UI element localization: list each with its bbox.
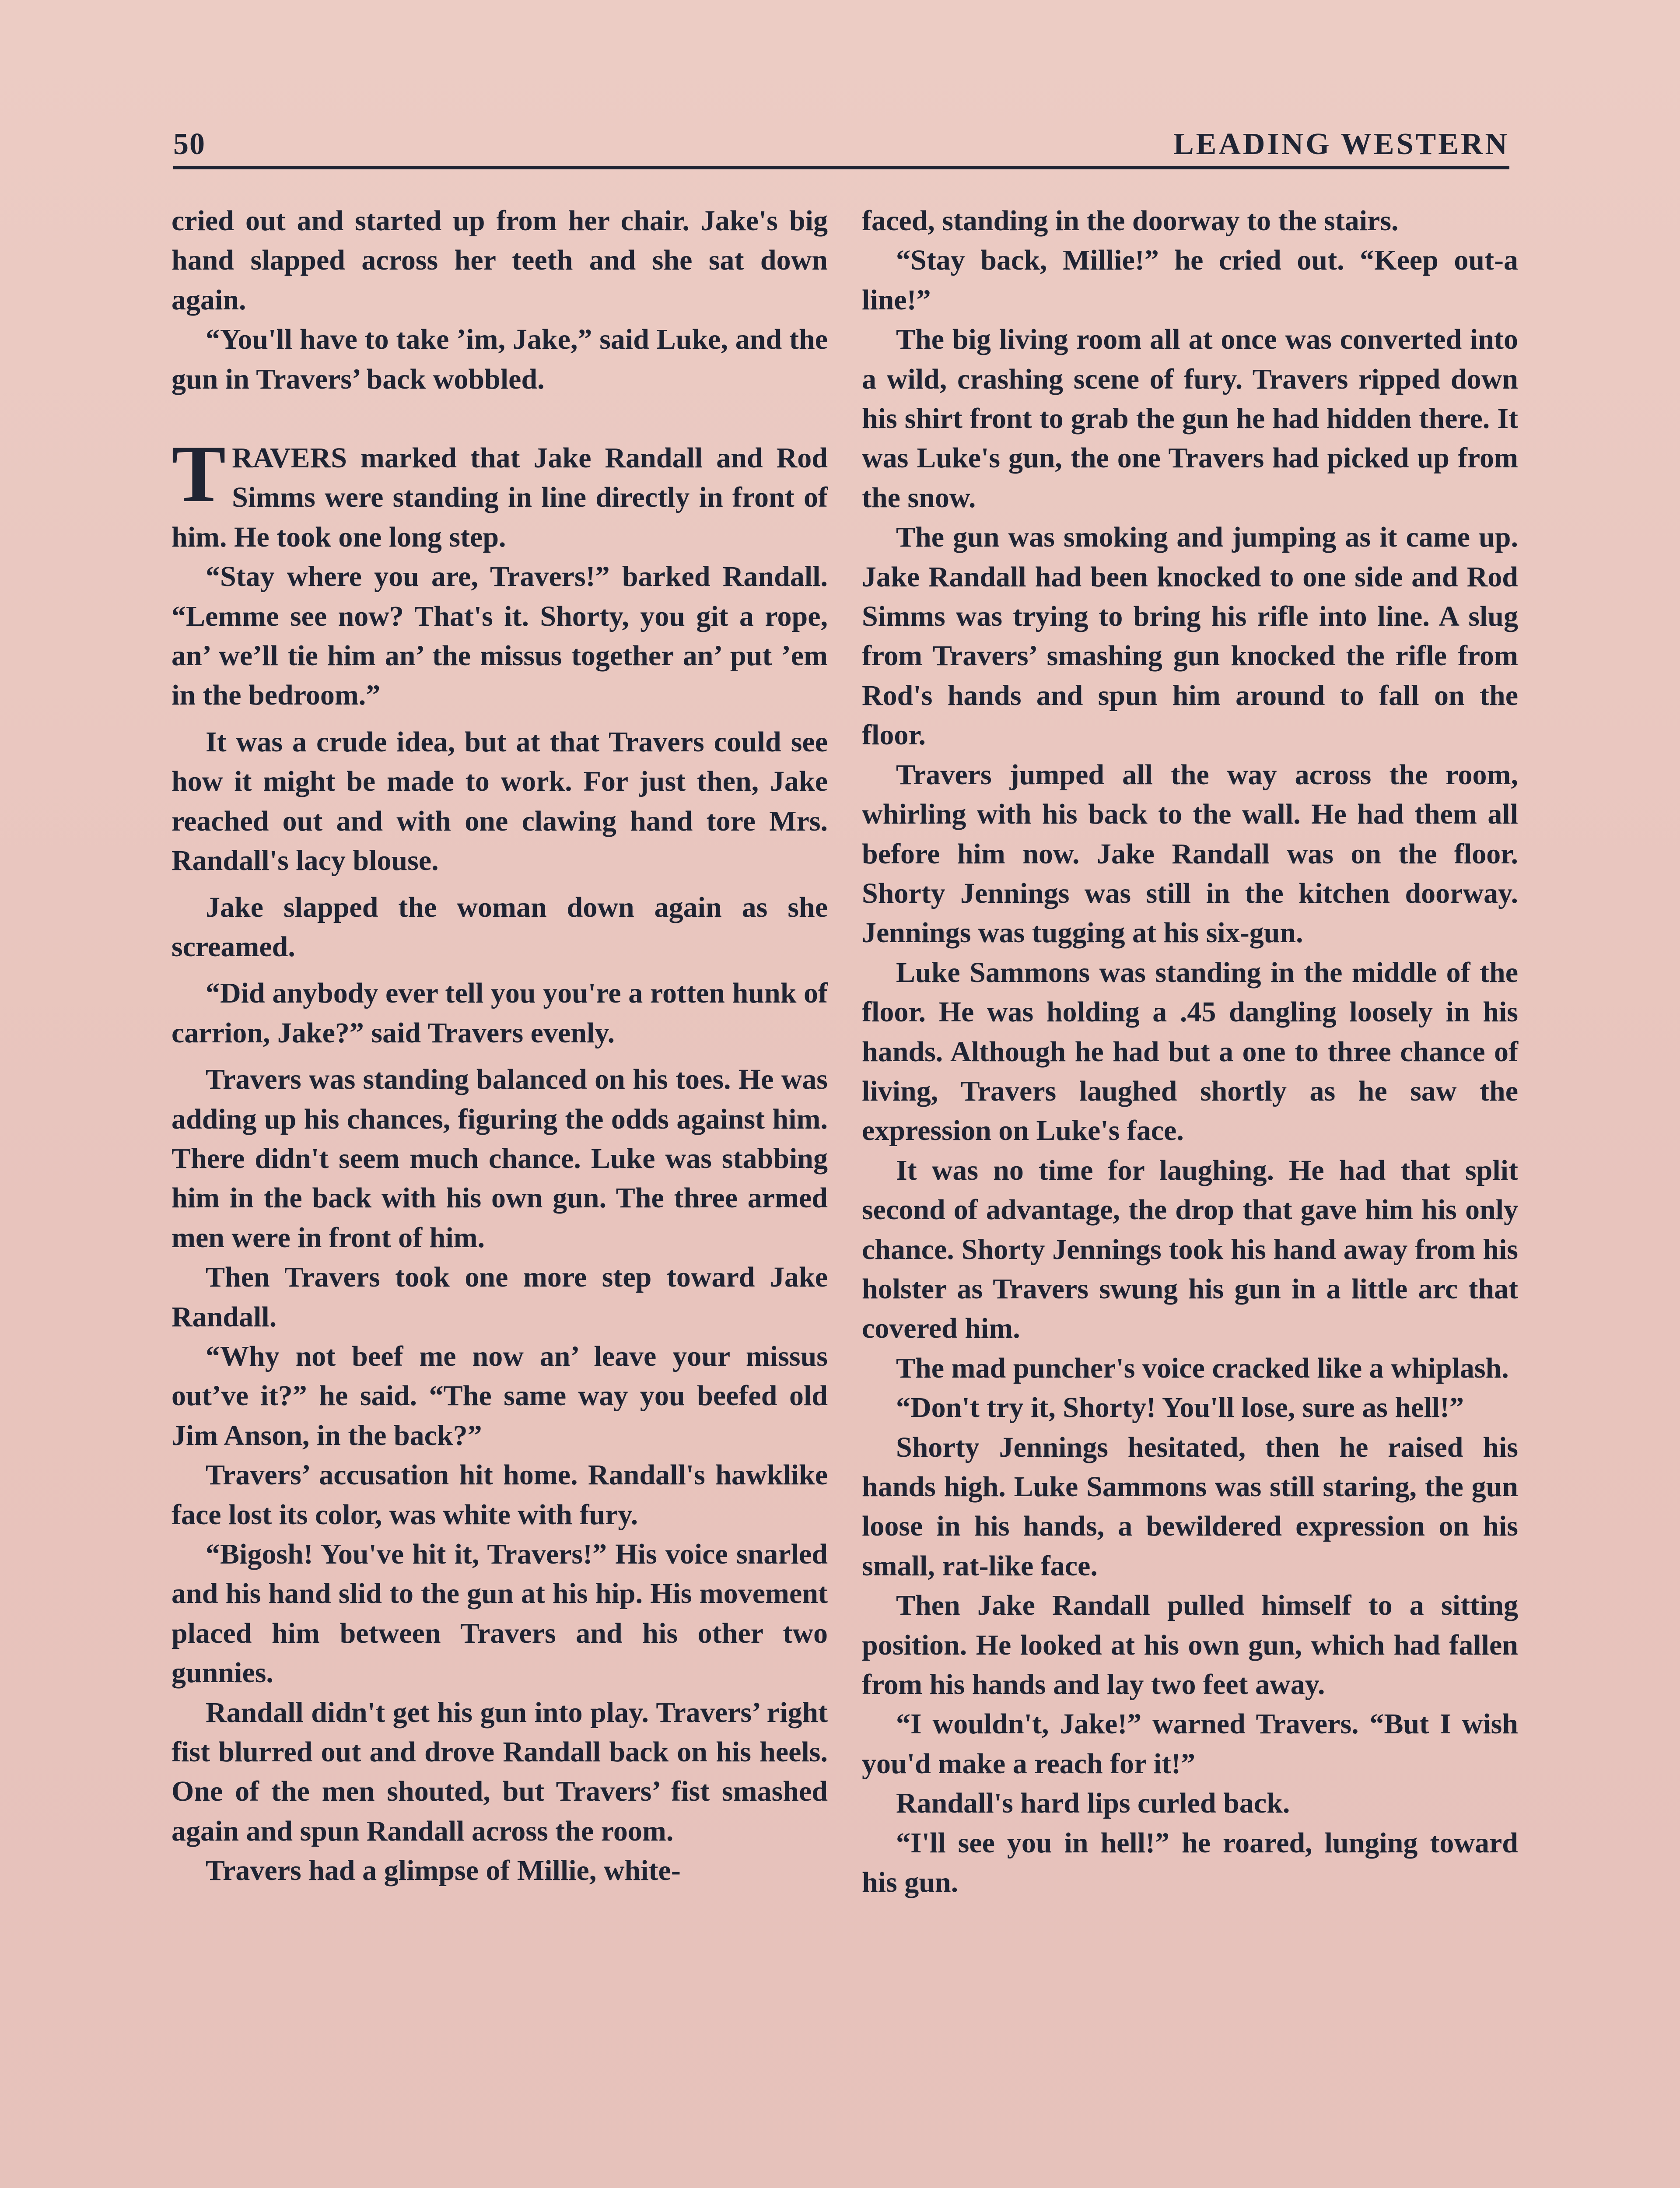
paragraph: The mad puncher's voice cracked like a whiplash. [896,1352,1509,1384]
page-header [173,123,1509,171]
paragraph: “Did anybody ever tell you you're a rotten hunk of carrion, Jake?” said Travers evenly. [172,977,828,1049]
running-title: LEADING WESTERN [1173,127,1509,161]
paragraph: Travers had a glimpse of Millie, white- [206,1855,681,1887]
paragraph: Then Travers took one more step toward Jake Randall. [172,1261,828,1333]
right-column [862,201,1518,1902]
paragraph: “Don't try it, Shorty! You'll lose, sure as hell!” [896,1392,1464,1424]
header-rule [173,166,1509,169]
paragraph: “Stay where you are, Travers!” barked Randall. “Lemme see now? That's it. Shorty, you git a rope, an’ we’ll tie him an’ the missus together an’ put ’em in the bedroom.” [172,561,828,712]
paragraph: It was a crude idea, but at that Travers could see how it might be made to work. For just then, Jake reached out and with one clawing hand tore Mrs. Randall's lacy blouse. [172,726,828,877]
paragraph: Randall didn't get his gun into play. Travers’ right fist blurred out and drove Randall back on his heels. One of the men shouted, but Travers’ fist smashed again and spun Randall across the room. [172,1696,828,1847]
paragraph: “I wouldn't, Jake!” warned Travers. “But I wish you'd make a reach for it!” [862,1708,1518,1780]
paragraph: Jake slapped the woman down again as she screamed. [172,891,828,963]
paragraph: Travers jumped all the way across the room, whirling with his back to the wall. He had them all before him now. Jake Randall was on the floor. Shorty Jennings was still in the kitchen doorway. Jennings was tugging at his six-gun. [862,758,1518,949]
paragraph: Shorty Jennings hesitated, then he raised his hands high. Luke Sammons was still staring, the gun loose in his hands, a bewildered expression on his small, rat-like face. [862,1431,1518,1582]
paragraph: “Stay back, Millie!” he cried out. “Keep out-a line!” [862,244,1518,316]
paragraph: “Bigosh! You've hit it, Travers!” His voice snarled and his hand slid to the gun at his hip. His movement placed him between Travers and his other two gunnies. [172,1538,828,1689]
paragraph: Travers’ accusation hit home. Randall's hawklike face lost its color, was white with fury. [172,1459,828,1531]
paragraph-with-drop-cap [172,429,828,557]
left-column [172,201,828,1891]
paragraph: “Why not beef me now an’ leave your missus out’ve it?” he said. “The same way you beefed old Jim Anson, in the back?” [172,1340,828,1452]
page-number: 50 [173,127,206,161]
paragraph-text: RAVERS marked that Jake Randall and Rod Simms were standing in line directly in front of him. He took one long step. [172,442,828,553]
paragraph: Luke Sammons was standing in the middle of the floor. He was holding a .45 dangling loosely in his hands. Although he had but a one to three chance of living, Travers laughed shortly as he saw the expression on Luke's face. [862,956,1518,1147]
paragraph: Then Jake Randall pulled himself to a sitting position. He looked at his own gun, which had fallen from his hands and lay two feet away. [862,1589,1518,1701]
paragraph: “You'll have to take ’im, Jake,” said Luke, and the gun in Travers’ back wobbled. [172,323,828,395]
paragraph: The gun was smoking and jumping as it came up. Jake Randall had been knocked to one side and Rod Simms was trying to bring his rifle into line. A slug from Travers’ smashing gun knocked the rifle from Rod's hands and spun him around to fall on the floor. [862,521,1518,751]
paragraph: “I'll see you in hell!” he roared, lunging toward his gun. [862,1827,1518,1899]
paragraph: Randall's hard lips curled back. [896,1787,1290,1820]
drop-cap: T [172,429,226,519]
paragraph: It was no time for laughing. He had that split second of advantage, the drop that gave him his only chance. Shorty Jennings took his hand away from his holster as Travers swung his gun in a little arc that covered him. [862,1154,1518,1345]
paragraph: cried out and started up from her chair. Jake's big hand slapped across her teeth and she sat down again. [172,205,828,316]
paragraph: Travers was standing balanced on his toes. He was adding up his chances, figuring the odds against him. There didn't seem much chance. Luke was stabbing him in the back with his own gun. The three armed men were in front of him. [172,1063,828,1254]
paragraph: The big living room all at once was converted into a wild, crashing scene of fury. Travers ripped down his shirt front to grab the gun he had hidden there. It was Luke's gun, the one Travers had picked up from the snow. [862,323,1518,514]
paragraph: faced, standing in the doorway to the stairs. [862,205,1399,237]
